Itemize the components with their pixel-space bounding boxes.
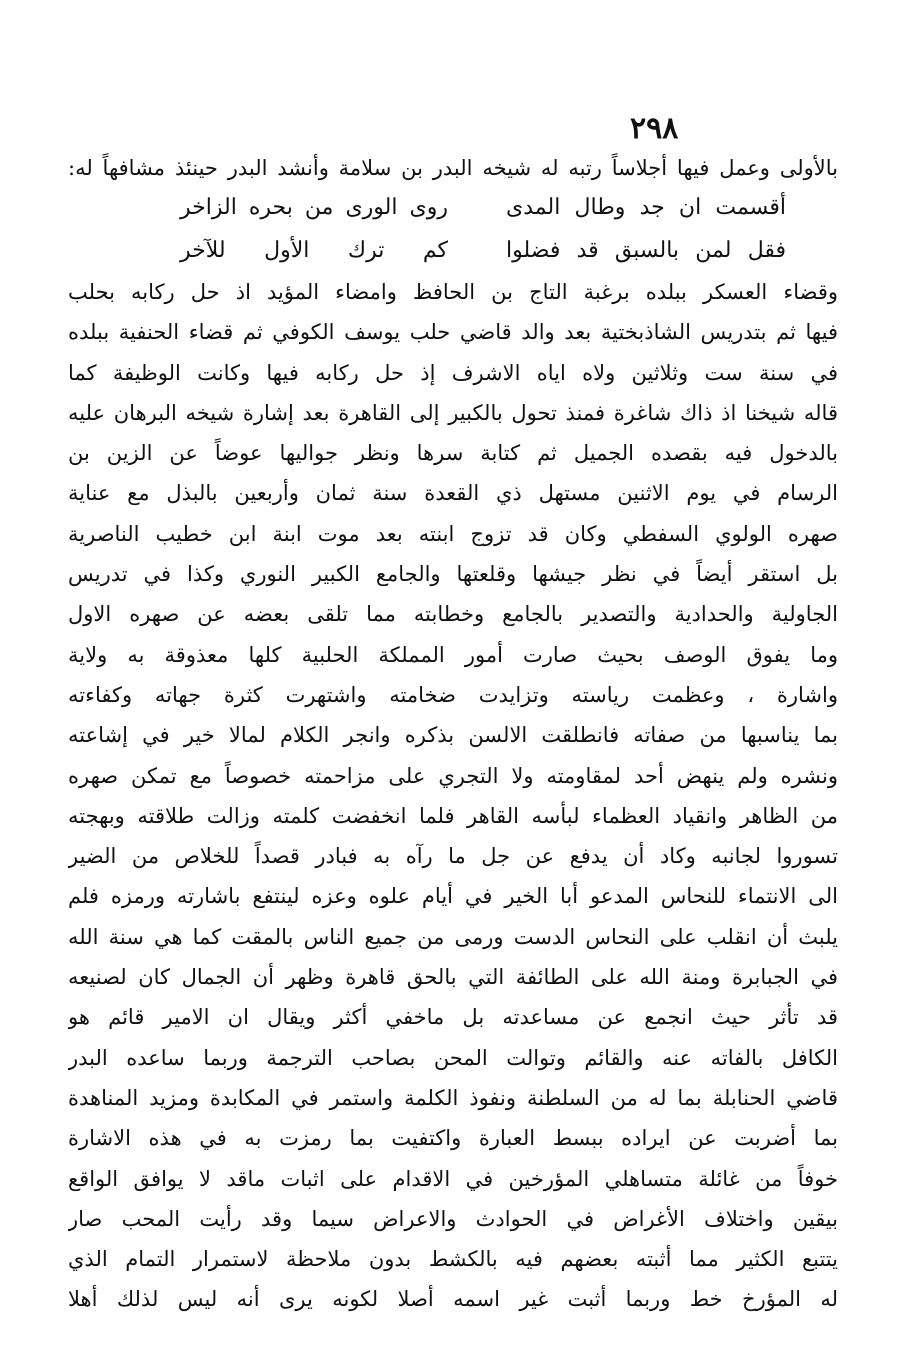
verse-hemistich: روى الورى من بحره الزاخر xyxy=(180,195,448,220)
body-line: بالدخول فيه بقصده الجميل ثم كتابة سرها ونظر جواليها عوضاً عن الزين بن xyxy=(68,441,838,466)
body-line: تسوروا لجانبه وكاد أن يدفع عن جل ما رآه به فبادر قصداً للخلاص من الضير xyxy=(68,844,838,869)
body-line: فيها ثم بتدريس الشاذبختية بعد والد قاضي حلب يوسف الكوفي ثم قضاء الحنفية ببلده xyxy=(68,320,838,345)
body-line: قد تأثر حيث انجمع عن مساعدته بل ماخفي أكثر ويقال ان الامير قائم هو xyxy=(68,1005,838,1030)
body-line: من الظاهر وانقياد العظماء لبأسه القاهر فلما انخفضت كلمته وزالت طلاقته وبهجته xyxy=(68,803,838,828)
body-line: بما أضربت عن ايراده ببسط العبارة واكتفيت بما رمزت به في هذه الاشارة xyxy=(68,1126,838,1151)
body-line: الكافل بالفاته عنه والقائم وتوالت المحن بصاحب الترجمة وربما ساعده البدر xyxy=(68,1045,838,1070)
body-line: قاضي الحنابلة بما له من السلطنة ونفوذ الكلمة واستمر في المكابدة ومزيد المناهدة xyxy=(68,1085,838,1110)
intro-line: بالأولى وعمل فيها أجلاساً رتبه له شيخه البدر بن سلامة وأنشد البدر حينئذ مشافهاً له: xyxy=(68,156,838,180)
body-line: وما يفوق الوصف بحيث صارت أمور المملكة الحلبية كلها معذوقة به ولاية xyxy=(68,642,838,667)
body-line: بل استقر أيضاً في نظر جيشها وقلعتها والجامع الكبير النوري وكذا في تدريس xyxy=(68,562,838,587)
body-line: قاله شيخنا اذ ذاك شاغرة فمنذ تحول بالكبير إلى القاهرة بعد إشارة شيخه البرهان عليه xyxy=(68,400,838,425)
verse-hemistich: كم ترك الأول للآخر xyxy=(180,238,448,263)
body-line: الى الانتماء للنحاس المدعو أبا الخير في أيام علوه وعزه لينتفع باشارته ورمزه فلم xyxy=(68,884,838,909)
body-line: في الجبابرة ومنة الله على الطائفة التي بالحق قاهرة وظهر أن الجمال كان لصنيعه xyxy=(68,965,838,990)
verse-line xyxy=(68,186,838,229)
body-line: خوفاً من غائلة متساهلي المؤرخين في الاقدام على اثبات ماقد لا يوافق الواقع xyxy=(68,1166,838,1191)
body-line: بيقين واختلاف الأغراض في الحوادث والاعراض سيما وقد رأيت المحب صار xyxy=(68,1206,838,1231)
body-line: يتتبع الكثير مما أثبته بعضهم فيه بالكشط بدون ملاحظة لاستمرار التمام الذي xyxy=(68,1247,838,1272)
body-line: يلبث أن انقلب على النحاس الدست ورمى من جميع الناس بالمقت كما هي سنة الله xyxy=(68,924,838,949)
body-line: ونشره ولم ينهض أحد لمقاومته ولا التجري على مزاحمته خصوصاً مع تمكن صهره xyxy=(68,763,838,788)
verse-line xyxy=(68,229,838,272)
page-number: ٢٩٨ xyxy=(630,111,679,146)
verse-hemistich: أقسمت ان جد وطال المدى xyxy=(506,195,786,220)
body-line: الجاولية والحدادية والتصدير بالجامع وخطابته مما تلقى بعضه عن صهره الاول xyxy=(68,602,838,627)
page-text xyxy=(68,150,838,1320)
body-line: الرسام في يوم الاثنين مستهل ذي القعدة سنة ثمان وأربعين بالبذل مع عناية xyxy=(68,481,838,506)
body-line: في سنة ست وثلاثين ولاه اياه الاشرف إذ حل ركابه فيها وكانت الوظيفة كما xyxy=(68,360,838,385)
body-line: واشارة ، وعظمت رياسته وتزايدت ضخامته واشتهرت كثرة جهاته وكفاءته xyxy=(68,682,838,707)
body-line: وقضاء العسكر ببلده برغبة التاج بن الحافظ وامضاء المؤيد اذ حل ركابه بحلب xyxy=(68,280,838,304)
body-line: بما يناسبها من صفاته فانطلقت الالسن بذكره وانجر الكلام لمالا خير في إشاعته xyxy=(68,723,838,748)
body-line: صهره الولوي السفطي وكان قد تزوج ابنته بعد موت ابنة ابن خطيب الناصرية xyxy=(68,521,838,546)
body-line: له المؤرخ خط وربما أثبت غير اسمه أصلا لكونه يرى أنه ليس لذلك أهلا xyxy=(68,1287,838,1312)
verse-hemistich: فقل لمن بالسبق قد فضلوا xyxy=(506,238,786,263)
